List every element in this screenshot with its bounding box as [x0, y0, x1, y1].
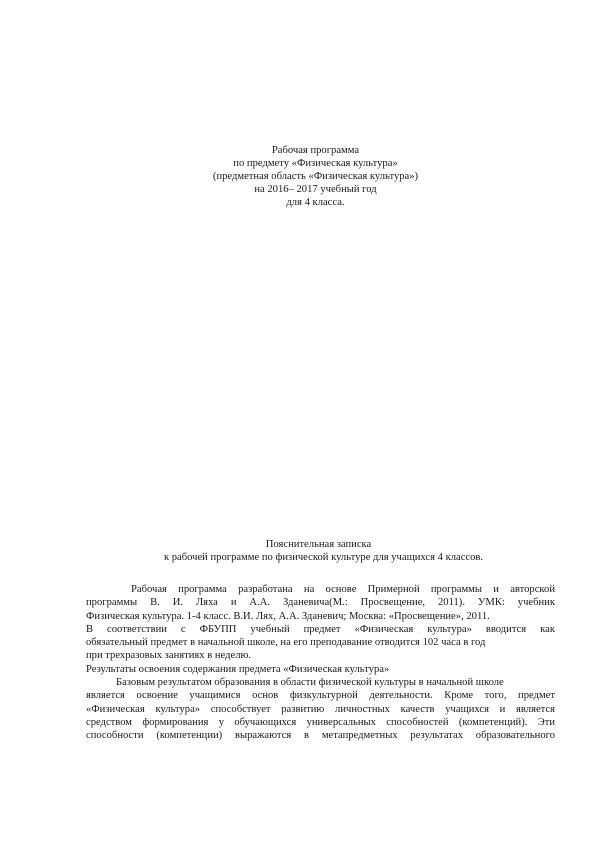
program-title — [0, 144, 595, 209]
body-line: «Физическая культура» способствует развитию личностных качеств учащихся и является — [86, 703, 555, 715]
note-heading-line: Пояснительная записка — [265, 539, 372, 550]
body-line: Рабочая программа разработана на основе Примерной программы и авторской — [131, 584, 555, 595]
section-heading: Результаты освоения содержания предмета «Физическая культура» — [86, 663, 390, 675]
body-line: является освоение учащимися основ физкультурной деятельности. Кроме того, предмет — [86, 690, 555, 702]
body-line: при трехразовых занятиях в неделю. — [86, 650, 252, 662]
body-text — [86, 583, 555, 743]
body-line: способности (компетенции) выражаются в метапредметных результатах образовательного — [86, 730, 555, 742]
body-line: Физическая культура. 1-4 класс. В.И. Лях, А.А. Зданевич; Москва: «Просвещение», 2011. — [86, 610, 490, 622]
title-line: на 2016– 2017 учебный год — [254, 184, 377, 195]
title-line: Рабочая программа — [271, 145, 360, 156]
body-line: программы В. И. Ляха и А.А. Зданевича(М.: Просвещение, 2011). УМК: учебник — [86, 597, 555, 609]
title-line: для 4 класса. — [286, 197, 345, 208]
body-line: средством формирования у обучающихся универсальных способностей (компетенций). Эти — [86, 716, 555, 728]
title-line: по предмету «Физическая культура» — [233, 158, 398, 169]
note-heading-line: к рабочей программе по физической культуре для учащихся 4 классов. — [163, 552, 484, 563]
body-line: Базовым результатом образования в области физической культуры в начальной школе — [116, 677, 504, 689]
explanatory-note-heading — [0, 538, 595, 564]
title-line: (предметная область «Физическая культура») — [212, 171, 419, 182]
body-line: В соответствии с ФБУПП учебный предмет «Физическая культура» вводится как — [86, 623, 555, 635]
body-line: обязательный предмет в начальной школе, на его преподавание отводится 102 часа в год — [86, 637, 486, 649]
